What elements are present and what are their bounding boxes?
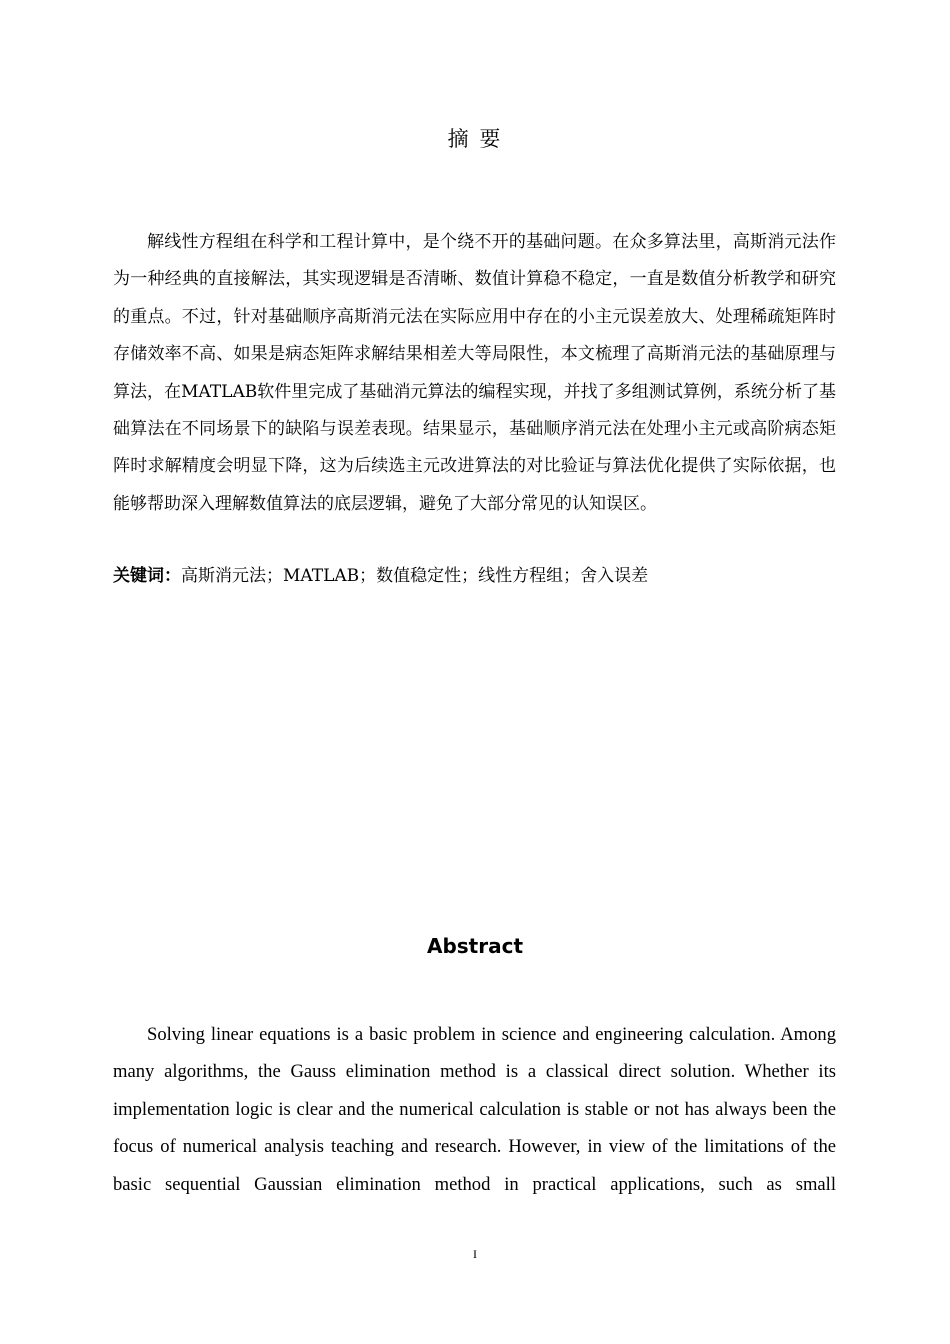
english-abstract-title: Abstract [426, 934, 524, 958]
keywords-label: 关键词： [113, 566, 181, 586]
chinese-abstract-body: 解线性方程组在科学和工程计算中，是个绕不开的基础问题。在众多算法里，高斯消元法作为一种经典的直接解法，其实现逻辑是否清晰、数值计算稳不稳定，一直是数值分析教学和研究的重点。不过，针对基础顺序高斯消元法在实际应用中存在的小主元误差放大、处理稀疏矩阵时存储效率不高、如果是病态矩阵求解结果相差大等局限性，本文梳理了高斯消元法的基础原理与算法，在MATLAB软件里完成了基础消元算法的编程实现，并找了多组测试算例，系统分析了基础算法在不同场景下的缺陷与误差表现。结果显示，基础顺序消元法在处理小主元或高阶病态矩阵时求解精度会明显下降，这为后续选主元改进算法的对比验证与算法优化提供了实际依据，也能够帮助深入理解数值算法的底层逻辑，避免了大部分常见的认知误区。 [113, 232, 836, 514]
page-number: I [473, 1247, 477, 1261]
keywords-list: 高斯消元法；MATLAB；数值稳定性；线性方程组；舍入误差 [181, 566, 649, 586]
english-abstract-body: Solving linear equations is a basic problem in science and engineering calculation. Among many algorithms, the Gauss elimination method is a classical direct solution. Whether its implementation logic is clear and the numerical calculation is stable or not has always been the focus of numerical analysis teaching and research. However, in view of the limitations of the basic sequential Gaussian elimination method in practical applications, such as small [113, 1024, 836, 1195]
chinese-abstract-title: 摘 要 [447, 127, 503, 151]
keywords-line [113, 562, 836, 590]
